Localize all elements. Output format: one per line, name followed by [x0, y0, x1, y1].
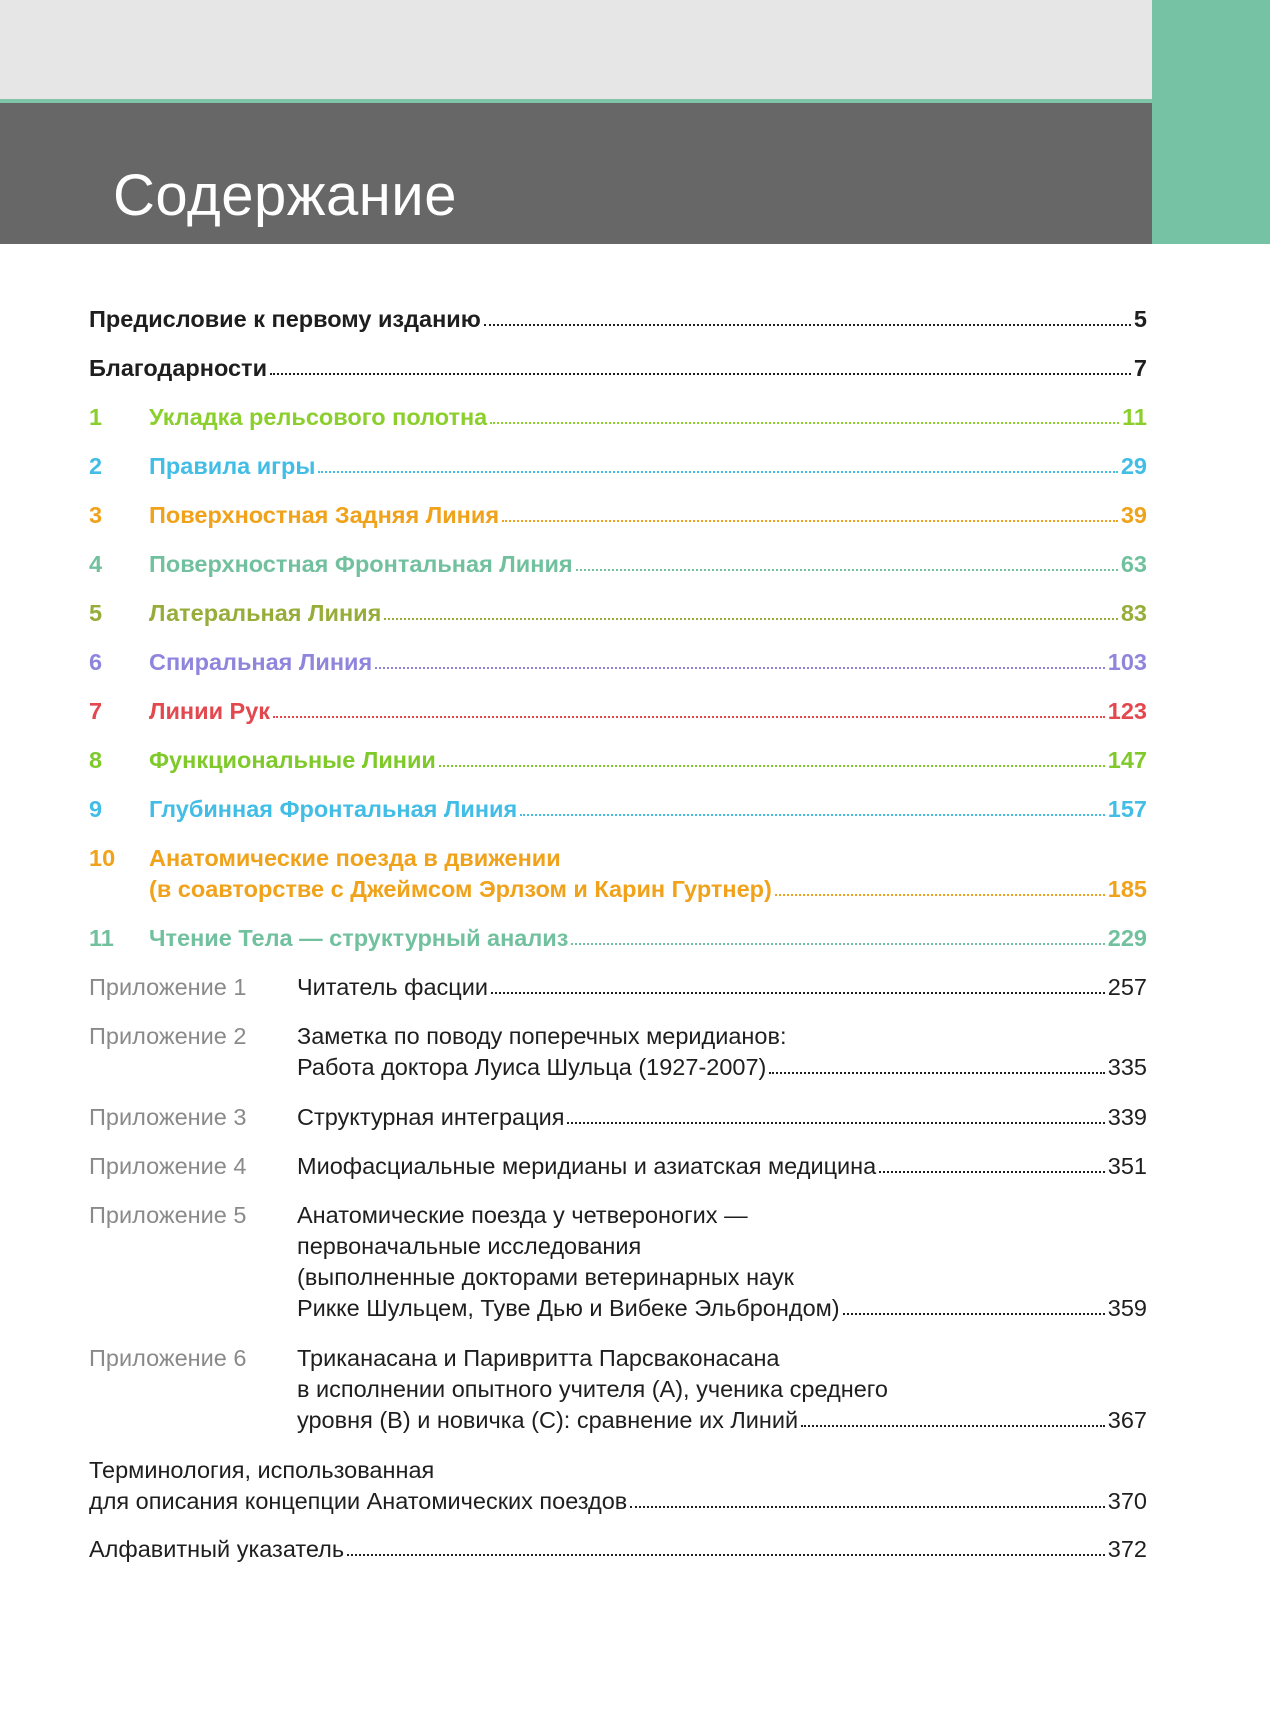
page-number: 335 — [1107, 1054, 1147, 1080]
entry-title: (в соавторстве с Джеймсом Эрлзом и Карин Гуртнер) — [149, 876, 772, 902]
entry-title-line — [149, 450, 1147, 482]
entry-title: Укладка рельсового полотна — [149, 404, 488, 430]
entry-title-line — [89, 352, 1147, 384]
toc-entry[interactable] — [0, 1533, 1270, 1564]
entry-title: Глубинная Фронтальная Линия — [149, 796, 518, 822]
dot-leader — [879, 1171, 1105, 1173]
dot-leader — [576, 569, 1118, 571]
entry-title: для описания концепции Анатомических поездов — [89, 1488, 628, 1514]
page-number: 29 — [1120, 453, 1147, 479]
entry-title: Предисловие к первому изданию — [89, 306, 481, 332]
entry-title-line — [149, 597, 1147, 629]
entry-title: Благодарности — [89, 355, 268, 381]
appendix-label: Приложение 6 — [89, 1345, 247, 1371]
dot-leader — [484, 324, 1131, 326]
page-number: 147 — [1107, 747, 1147, 773]
entry-title-line — [297, 1051, 1147, 1083]
dot-leader — [843, 1313, 1105, 1315]
chapter-number: 3 — [89, 502, 103, 528]
dot-leader — [375, 667, 1105, 669]
entry-title-line — [297, 971, 1147, 1003]
entry-title: Функциональные Линии — [149, 747, 436, 773]
dot-leader — [520, 814, 1105, 816]
chapter-number: 7 — [89, 698, 103, 724]
page-number: 351 — [1107, 1153, 1147, 1179]
entry-title: уровня (В) и новичка (С): сравнение их Линий — [297, 1407, 799, 1433]
dot-leader — [347, 1554, 1105, 1556]
page-number: 257 — [1107, 974, 1147, 1000]
toc-entry[interactable] — [0, 1020, 1270, 1082]
dot-leader — [571, 943, 1104, 945]
chapter-number: 8 — [89, 747, 103, 773]
page-number: 229 — [1107, 925, 1147, 951]
entry-title: Рикке Шульцем, Туве Дью и Вибеке Эльброндом) — [297, 1295, 840, 1321]
dot-leader — [384, 618, 1118, 620]
toc-entry[interactable] — [0, 597, 1270, 628]
entry-title-line — [89, 303, 1147, 335]
entry-title: Латеральная Линия — [149, 600, 382, 626]
page-number: 157 — [1107, 796, 1147, 822]
entry-title-line — [149, 499, 1147, 531]
chapter-number: 2 — [89, 453, 103, 479]
entry-title: Структурная интеграция — [297, 1104, 565, 1130]
entry-title-line: Анатомические поезда у четвероногих — — [297, 1202, 748, 1228]
entry-title: Работа доктора Луиса Шульца (1927-2007) — [297, 1054, 767, 1080]
page-number: 103 — [1107, 649, 1147, 675]
entry-title: Поверхностная Фронтальная Линия — [149, 551, 573, 577]
entry-title-line — [89, 1533, 1147, 1565]
appendix-label: Приложение 1 — [89, 974, 247, 1000]
entry-title: Читатель фасции — [297, 974, 488, 1000]
toc-entry[interactable] — [0, 401, 1270, 432]
toc-entry[interactable] — [0, 548, 1270, 579]
dot-leader — [502, 520, 1118, 522]
entry-title-line — [149, 646, 1147, 678]
entry-title-line: Терминология, использованная — [89, 1457, 435, 1483]
toc-entry[interactable] — [0, 1101, 1270, 1132]
toc-entry[interactable] — [0, 695, 1270, 726]
toc-entry[interactable] — [0, 793, 1270, 824]
entry-title-line — [149, 873, 1147, 905]
chapter-number: 6 — [89, 649, 103, 675]
toc-entry[interactable] — [0, 1454, 1270, 1516]
page-number: 123 — [1107, 698, 1147, 724]
entry-title-line — [149, 744, 1147, 776]
toc-entry[interactable] — [0, 1342, 1270, 1435]
toc-entry[interactable] — [0, 1150, 1270, 1181]
page-number: 339 — [1107, 1104, 1147, 1130]
dot-leader — [439, 765, 1105, 767]
entry-title: Спиральная Линия — [149, 649, 373, 675]
appendix-label: Приложение 3 — [89, 1104, 247, 1130]
toc-entry[interactable] — [0, 352, 1270, 383]
dot-leader — [270, 373, 1131, 375]
entry-title-line: Анатомические поезда в движении — [149, 845, 561, 871]
entry-title-line — [297, 1292, 1147, 1324]
entry-title-line — [149, 922, 1147, 954]
toc-entry[interactable] — [0, 646, 1270, 677]
entry-title-line — [297, 1404, 1147, 1436]
entry-title-line: Триканасана и Паривритта Парсваконасана — [297, 1345, 780, 1371]
page-number: 63 — [1120, 551, 1147, 577]
toc-entry[interactable] — [0, 971, 1270, 1002]
page-title: Содержание — [113, 163, 457, 228]
entry-title-line: Заметка по поводу поперечных меридианов: — [297, 1023, 787, 1049]
dot-leader — [567, 1122, 1104, 1124]
entry-title-line — [149, 695, 1147, 727]
page-number: 7 — [1133, 355, 1147, 381]
corner-accent-block — [1152, 0, 1270, 244]
dot-leader — [491, 992, 1105, 994]
dot-leader — [490, 422, 1119, 424]
entry-title-line — [149, 793, 1147, 825]
entry-title-line — [297, 1150, 1147, 1182]
dot-leader — [775, 894, 1105, 896]
chapter-number: 10 — [89, 845, 116, 871]
page-number: 359 — [1107, 1295, 1147, 1321]
page-number: 5 — [1133, 306, 1147, 332]
dot-leader — [769, 1072, 1104, 1074]
entry-title: Правила игры — [149, 453, 316, 479]
dot-leader — [630, 1506, 1104, 1508]
toc-entry[interactable] — [0, 1199, 1270, 1323]
chapter-number: 1 — [89, 404, 103, 430]
dot-leader — [318, 471, 1117, 473]
entry-title: Чтение Тела — структурный анализ — [149, 925, 569, 951]
toc-entry[interactable] — [0, 303, 1270, 334]
chapter-number: 4 — [89, 551, 103, 577]
entry-title: Поверхностная Задняя Линия — [149, 502, 500, 528]
page-number: 372 — [1107, 1536, 1147, 1562]
page-number: 370 — [1107, 1488, 1147, 1514]
toc-entry[interactable] — [0, 922, 1270, 953]
entry-title-line — [297, 1101, 1147, 1133]
entry-title-line — [89, 1485, 1147, 1517]
chapter-number: 9 — [89, 796, 103, 822]
entry-title-line — [149, 401, 1147, 433]
entry-title-line — [149, 548, 1147, 580]
entry-title-line: первоначальные исследования — [297, 1233, 642, 1259]
page-number: 83 — [1120, 600, 1147, 626]
page-number: 367 — [1107, 1407, 1147, 1433]
toc-entry[interactable] — [0, 744, 1270, 775]
toc-entry[interactable] — [0, 450, 1270, 481]
entry-title: Линии Рук — [149, 698, 271, 724]
entry-title-line: в исполнении опытного учителя (А), ученика среднего — [297, 1376, 888, 1402]
entry-title-line: (выполненные докторами ветеринарных наук — [297, 1264, 794, 1290]
chapter-number: 5 — [89, 600, 103, 626]
entry-title: Алфавитный указатель — [89, 1536, 345, 1562]
appendix-label: Приложение 5 — [89, 1202, 247, 1228]
dot-leader — [273, 716, 1105, 718]
appendix-label: Приложение 4 — [89, 1153, 247, 1179]
dot-leader — [801, 1425, 1105, 1427]
page-number: 11 — [1122, 404, 1147, 430]
page-number: 185 — [1107, 876, 1147, 902]
appendix-label: Приложение 2 — [89, 1023, 247, 1049]
page-number: 39 — [1120, 502, 1147, 528]
chapter-number: 11 — [89, 925, 114, 951]
header-light-band — [0, 0, 1152, 99]
toc-entry[interactable] — [0, 842, 1270, 904]
toc-entry[interactable] — [0, 499, 1270, 530]
entry-title: Миофасциальные меридианы и азиатская медицина — [297, 1153, 877, 1179]
